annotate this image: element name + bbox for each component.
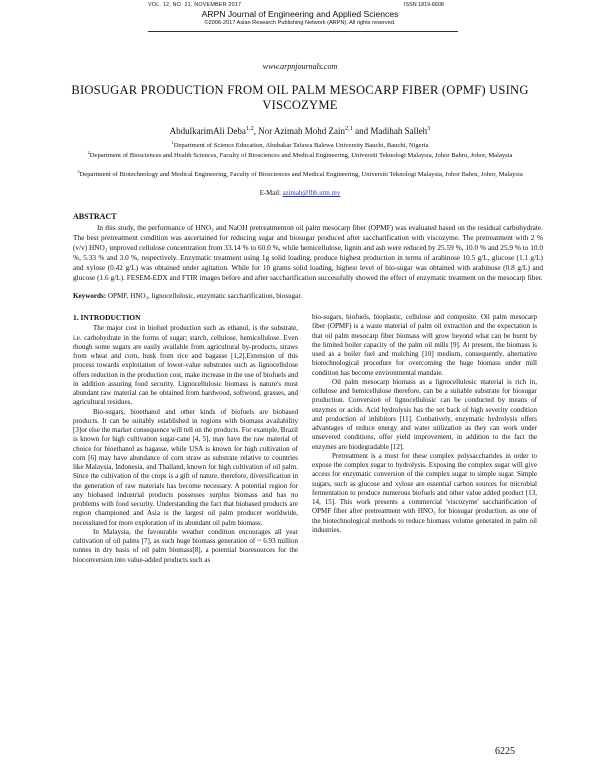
affiliation-3-sup: 3 (77, 168, 80, 174)
intro-paragraph: bio-sugars, biofuels, bioplastic, cellulose and composite. Oil palm mesocarp fiber (OPMF) is a waste material of palm oil extraction and the expectation is that oil palm mesocarp fiber biomass will grow beyond what can be burnt by the limited boiler capacity of the palm oil mills [9]. At present, the biomass is used as a boiler fuel and mulching [10] medium, consequently, alternative biotechnological procedure for overcoming the huge biomass under mill condition has become environmental mandate. (312, 313, 537, 377)
affiliation-3-text: Department of Biotechnology and Medical Engineering, Faculty of Biosciences and Medical Engineering, Universiti Teknologi Malaysia, Johor Bahru, Johor, Malaysia (79, 171, 523, 178)
right-column (312, 313, 537, 535)
affiliation-2-text: Department of Biosciences and Health Sciences, Faculty of Biosciences and Medical Engineering, Universiti Teknologi Malaysia, Johor Bahru, Johor, Malaysia (89, 152, 513, 159)
author-2: Nor Azimah Mohd Zain (258, 126, 346, 136)
intro-paragraph: Pretreatment is a must for these complex polysaccharides in order to expose the complex sugar to hydrolysis. Exposing the complex sugar will give access for enzymatic conversion of the complex sugar to simple sugar. Simple sugars, such as glucose and xylose are essential carbon sources for microbial fermentation to produce numerous biofuels and other value added product [13, 14, 15]. This work presents a commercial 'viscozyme' saccharification of OPMF fiber after pretreatment with HNO₃ for biosugar production, as one of the biotechnological methods to reduce biomass volume generated in palm oil industries. (312, 451, 537, 534)
page-number: 6225 (495, 746, 515, 757)
intro-paragraph: In Malaysia, the favourable weather condition encourages all year cultivation of oil palms [7], as such huge biomass generation of ~ 6.93 million tonnes in dry basis of oil palm biomass[8], a potential bioresources for the bioconversion into value-added products such as (73, 527, 298, 564)
author-2-sup: 2,1 (345, 125, 353, 132)
intro-paragraph: Bio-sugars, bioethanol and other kinds of biofuels are biobased products. It can be suitably established in regions with biomass availability [3]or else the market consequence will tell on the products. For example, Brazil is known for high cultivation sugar-cane [4, 5], may have the raw material of choice for bioethanol as bagasse, while USA is known for high cultivation of corn [6] may have abundance of corn straw as substrate relative to countries like Malaysia, Indonesia, and Thailand, known for high cultivation of oil palm. Since the cultivation of the crops is a gift of nature, therefore, diversification in the generation of raw materials has become necessary. A potential region for any biobased industrial products possesses surplus biomass and has no problems with food security. Understanding the fact that biobased products are region championed and Asia is the largest oil palm producer worldwide, necessitated for more exploration of its abundant oil palm biomass. (73, 407, 298, 527)
journal-name: ARPN Journal of Engineering and Applied Sciences (201, 9, 399, 19)
intro-paragraph: The major cost in biofuel production such as ethanol, is the substrate, i.e. carbohydrate in the forms of sugar; starch, cellulose, hemicellulose. Even though some sugars are easily available from agricultural by-products, straws from wheat and corn, husk from rice and bagasse [1,2].Extension of this process towards exploitation of lower-value substrates such as lignocellulose offers reduction in the production cost, make increase in the use of biofuels and in addition assuring food security. Lignocellulosic biomass is nature's most abundant raw material can be obtained from hardwood, softwood, grasses, and agricultural residues. (73, 324, 298, 407)
header-rule (148, 31, 458, 32)
author-and: and (355, 126, 369, 136)
affiliation-2 (60, 151, 540, 160)
author-3: Madihah Salleh (370, 126, 428, 136)
issn: ISSN 1819-6608 (404, 2, 444, 8)
author-line: AbdulkarimAli Deba$^{1,2}$, Nor Azimah Mohd Zain$^{2,1}$ and Madihah Salleh$^3$ (169, 125, 431, 136)
left-column (73, 313, 298, 565)
email-link[interactable]: azimah@fbb.utm.my (282, 190, 341, 197)
affiliation-1 (60, 141, 540, 150)
keywords (73, 292, 543, 300)
author-1-sup: 1,2 (245, 125, 254, 132)
affiliation-1-text: Department of Science Education, Abubakar Tafawa Balewa University Bauchi, Bauchi, Nigeria (173, 142, 429, 149)
affiliation-3 (60, 170, 540, 179)
abstract-heading: ABSTRACT (73, 212, 117, 221)
paper-title: BIOSUGAR PRODUCTION FROM OIL PALM MESOCARP FIBER (OPMF) USING VISCOZYME (71, 83, 529, 112)
email-line (0, 190, 600, 197)
author-1: AbdulkarimAli Deba (169, 126, 246, 136)
abstract-text: In this study, the performance of HNO₃ and NaOH pretreatmenton oil palm mesocarp fiber (OPMF) was evaluated based on the residual carbohydrate. The best pretreatment condition was ascertained for reducing sugar and biosugar produced after saccharification with viscozyme. The pretreatment with 2 % (v/v) HNO₃ improved cellulose concentration from 33.14 % to 60.0 %, while hemicellulose, lignin and ash were reduced by 25.59 %, 10.0 % and 25.9 % to 10.0 %, 5.33 % and 3.0 %, respectively. Enzymatic treatment using 1g solid loading, produce highest production in terms of arabinose 10.5 g/L, glucose (1.1 g/L) and xylose (0.42 g/L) was obtained under agitation. While for 10 grams solid loading, highest level of bio-sugar was obtained with arabinose (0.8 g/L) and glucose (1.6 g/L). FESEM-EDX and FTIR images before and after saccharification successfully showed the effect of enzymatic treatment on the mesocarp fiber. (73, 223, 543, 282)
affiliation-2-sup: 2 (87, 149, 90, 155)
copyright-line: ©2006-2017 Asian Research Publishing Network (ARPN). All rights reserved. (204, 20, 396, 26)
intro-paragraph: Oil palm mesocarp biomass as a lignocellulosic material is rich in, cellulose and hemicellulose therefore, can be a suitable substrate for biosugar production. Conversion of lignocellulosic can be conducted by means of enzymes or acids. Acid hydrolysis has the set back of high severity condition and production of inhibitors [11]. Conbatively, enzymatic hydrolysis offers advantages of reduce energy and water utilization as they can work under unsevered conditions, offer yield improvement, in addition to the fact the enzymes are biodegradable [12]. (312, 377, 537, 451)
author-3-sup: 3 (427, 125, 431, 132)
volume-info: VOL. 12, NO. 21, NOVEMBER 2017 (148, 2, 242, 8)
email-label: E-Mail: (259, 190, 281, 197)
affiliation-1-sup: 1 (171, 139, 174, 145)
journal-website[interactable]: www.arpnjournals.com (262, 62, 338, 71)
keywords-label: Keywords: (73, 292, 107, 300)
keywords-text: OPMF, HNO₃, lignocellulosic, enzymatic saccharification, biosugar. (107, 292, 303, 300)
section-heading-introduction: 1. INTRODUCTION (73, 313, 141, 322)
